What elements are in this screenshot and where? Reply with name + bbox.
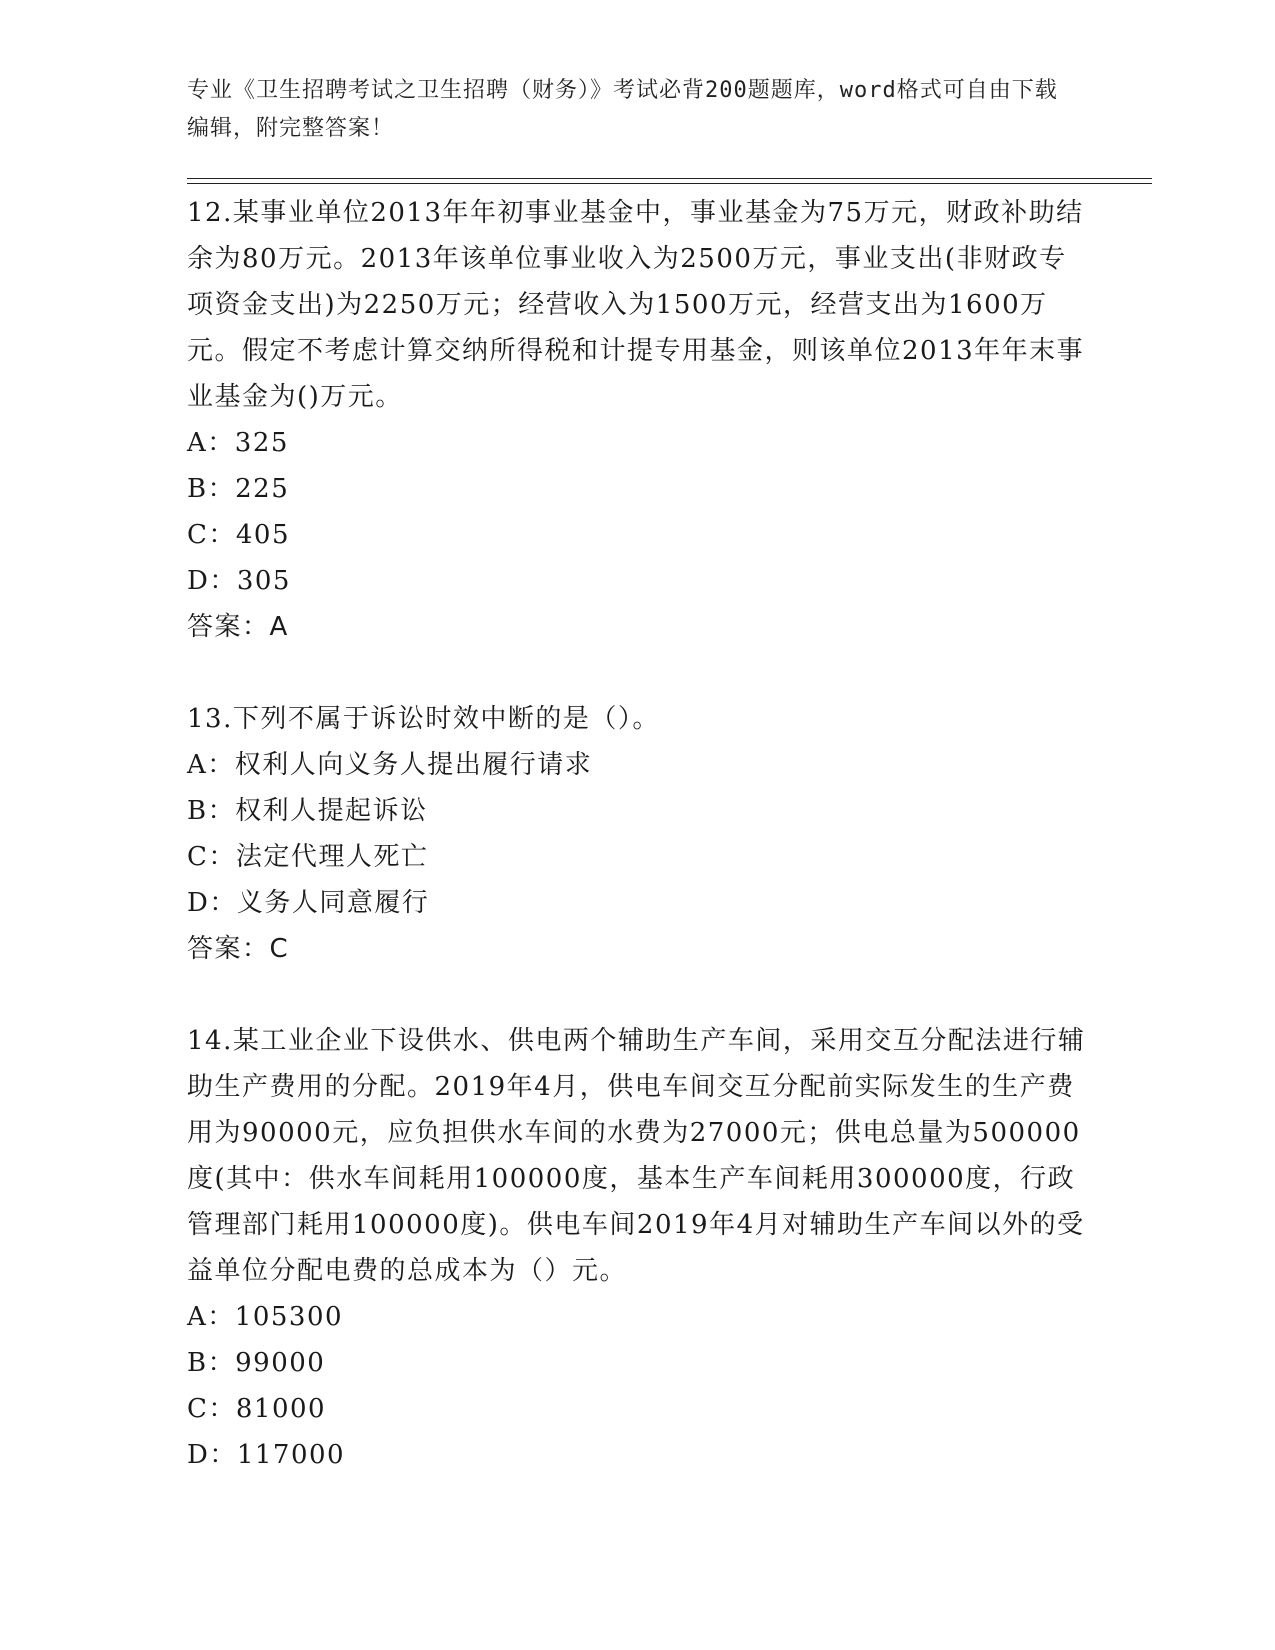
option-c: C：81000 (187, 1394, 327, 1424)
option-d: D：117000 (187, 1440, 346, 1470)
option-b: B：权利人提起诉讼 (187, 796, 428, 826)
question-14 (187, 1018, 1087, 1478)
option-c: C：法定代理人死亡 (187, 842, 429, 872)
header-note: 专业《卫生招聘考试之卫生招聘（财务）》考试必背200题题库，word格式可自由下载编辑，附完整答案！ (187, 78, 1058, 141)
question-13 (187, 696, 1087, 972)
option-a: A：105300 (187, 1302, 344, 1332)
option-a: A：权利人向义务人提出履行请求 (187, 750, 593, 780)
question-spacer (187, 650, 1087, 696)
option-b: B：99000 (187, 1348, 326, 1378)
option-b: B：225 (187, 474, 290, 504)
question-stem: 14.某工业企业下设供水、供电两个辅助生产车间，采用交互分配法进行辅助生产费用的分配。2019年4月，供电车间交互分配前实际发生的生产费用为90000元，应负担供水车间的水费为27000元；供电总量为500000度(其中：供水车间耗用100000度，基本生产车间耗用300000度，行政管理部门耗用100000度)。供电车间2019年4月对辅助生产车间以外的受益单位分配电费的总成本为（）元。 (187, 1026, 1086, 1286)
question-stem: 12.某事业单位2013年年初事业基金中，事业基金为75万元，财政补助结余为80万元。2013年该单位事业收入为2500万元，事业支出(非财政专项资金支出)为2250万元；经营收入为1500万元，经营支出为1600万元。假定不考虑计算交纳所得税和计提专用基金，则该单位2013年年末事业基金为()万元。 (187, 198, 1085, 412)
option-d: D：义务人同意履行 (187, 888, 430, 918)
option-c: C：405 (187, 520, 291, 550)
option-a: A：325 (187, 428, 289, 458)
question-stem: 13.下列不属于诉讼时效中断的是（）。 (187, 704, 660, 734)
question-12 (187, 190, 1087, 650)
question-spacer (187, 972, 1087, 1018)
header-divider-bottom (187, 183, 1152, 184)
header-divider-top (187, 178, 1152, 179)
option-d: D：305 (187, 566, 291, 596)
answer: 答案：A (187, 612, 289, 642)
answer: 答案：C (187, 934, 290, 964)
question-list (187, 190, 1087, 1478)
